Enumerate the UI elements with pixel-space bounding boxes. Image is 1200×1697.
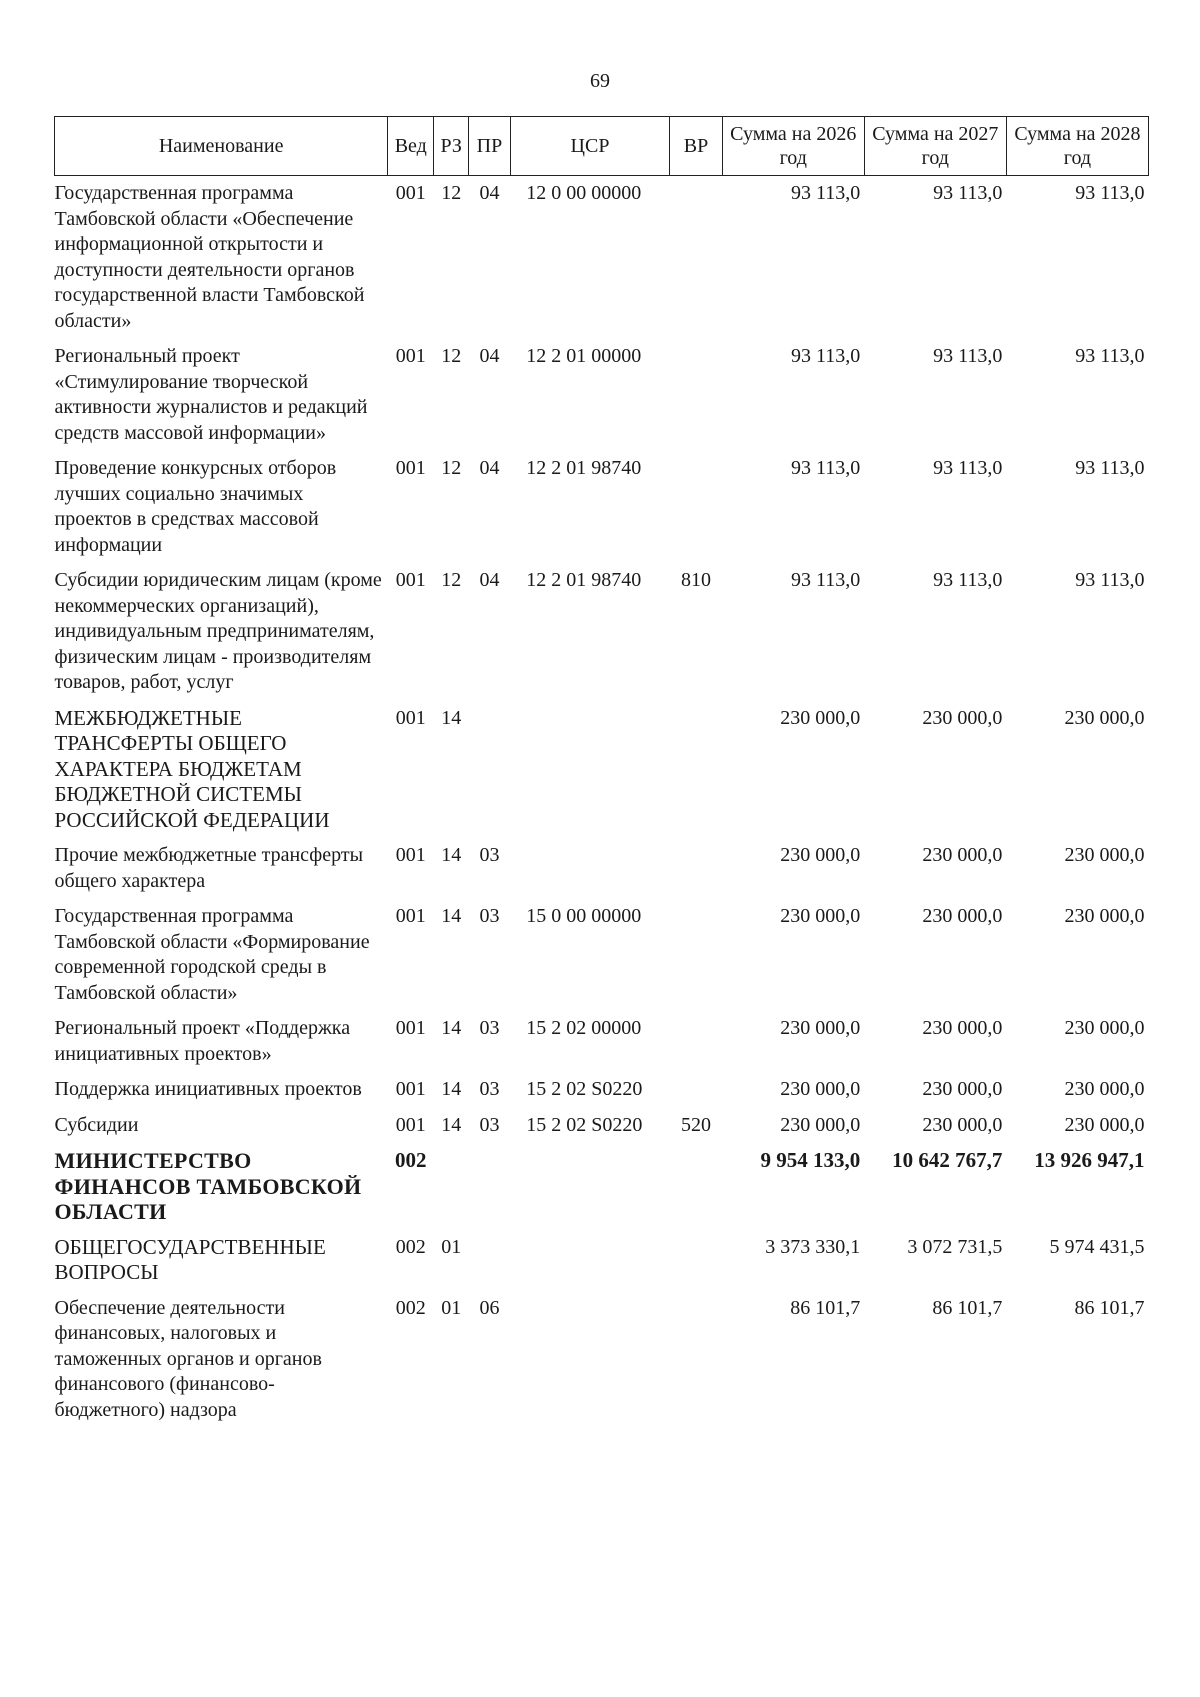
row-sum-2028: 5 974 431,5	[1049, 1235, 1145, 1258]
table-row	[55, 899, 1149, 1011]
row-sum-2028: 230 000,0	[1064, 706, 1145, 729]
row-sum-2027: 93 113,0	[933, 569, 1003, 591]
row-sum-2027: 230 000,0	[922, 1078, 1003, 1100]
row-csr	[510, 1230, 670, 1291]
row-vr	[670, 899, 722, 1011]
row-csr	[510, 1291, 670, 1429]
table-row	[55, 1230, 1149, 1291]
row-name: Региональный проект «Стимулирование творческой активности журналистов и редакций средств массовой информации»	[54, 345, 368, 444]
table-row	[55, 176, 1149, 340]
table-row	[55, 1108, 1149, 1144]
row-sum-2028: 230 000,0	[1064, 1078, 1145, 1100]
table-row	[55, 1143, 1149, 1230]
row-name: Прочие межбюджетные трансферты общего характера	[54, 844, 364, 892]
row-rz: 01	[441, 1235, 462, 1258]
budget-table-container	[54, 116, 1149, 1428]
row-sum-2028: 230 000,0	[1064, 1017, 1145, 1039]
row-name: Поддержка инициативных проектов	[54, 1078, 362, 1100]
row-pr: 03	[479, 1113, 500, 1136]
row-rz: 14	[441, 1113, 462, 1136]
row-ved: 002	[395, 1296, 426, 1319]
row-name: МИНИСТЕРСТВО ФИНАНСОВ ТАМБОВСКОЙ ОБЛАСТИ	[54, 1148, 362, 1224]
row-csr: 12 2 01 00000	[526, 345, 642, 367]
row-sum-2027: 230 000,0	[922, 1017, 1003, 1039]
row-ved: 002	[395, 1235, 426, 1258]
table-row	[55, 1072, 1149, 1108]
row-pr: 03	[479, 1017, 500, 1039]
row-sum-2027: 93 113,0	[933, 182, 1003, 204]
row-ved: 001	[395, 182, 426, 204]
row-ved: 001	[395, 905, 426, 927]
row-sum-2027: 230 000,0	[922, 706, 1003, 729]
table-header-row	[55, 117, 1149, 176]
row-sum-2026: 230 000,0	[780, 1078, 861, 1100]
row-ved: 001	[395, 345, 426, 367]
table-row	[55, 1011, 1149, 1072]
row-pr	[469, 1230, 511, 1291]
row-vr	[670, 1291, 722, 1429]
row-sum-2026: 93 113,0	[791, 182, 861, 204]
row-sum-2028: 93 113,0	[1075, 569, 1145, 591]
row-sum-2028: 230 000,0	[1064, 844, 1145, 866]
row-rz: 14	[441, 1078, 462, 1100]
row-ved: 001	[395, 1113, 426, 1136]
header-pr: ПР	[469, 117, 511, 176]
row-pr: 04	[479, 569, 500, 591]
row-sum-2027: 3 072 731,5	[907, 1235, 1003, 1258]
row-ved: 002	[395, 1148, 427, 1172]
row-sum-2026: 86 101,7	[790, 1296, 861, 1319]
row-rz: 12	[441, 457, 462, 479]
page-number: 69	[590, 70, 610, 92]
row-name: Государственная программа Тамбовской области «Формирование современной городской среды в Тамбовской области»	[54, 905, 370, 1004]
row-rz	[434, 1143, 469, 1230]
table-row	[55, 563, 1149, 701]
row-vr	[670, 1230, 722, 1291]
row-name: Региональный проект «Поддержка инициативных проектов»	[54, 1017, 351, 1065]
row-name: ОБЩЕГОСУДАРСТВЕННЫЕ ВОПРОСЫ	[54, 1234, 326, 1284]
budget-table	[54, 116, 1149, 1428]
row-rz: 14	[441, 706, 462, 729]
row-ved: 001	[395, 457, 426, 479]
row-pr	[469, 701, 511, 839]
row-sum-2027: 230 000,0	[922, 844, 1003, 866]
row-vr	[670, 1011, 722, 1072]
table-row	[55, 339, 1149, 451]
row-name: Обеспечение деятельности финансовых, налоговых и таможенных органов и органов финансового (финансово-бюджетного) надзора	[54, 1296, 322, 1421]
header-sum-2026: Сумма на 2026 год	[722, 117, 864, 176]
header-vr: ВР	[670, 117, 722, 176]
row-sum-2028: 93 113,0	[1075, 457, 1145, 479]
row-pr: 03	[479, 844, 500, 866]
row-sum-2026: 230 000,0	[780, 905, 861, 927]
header-name: Наименование	[55, 117, 388, 176]
row-vr	[670, 838, 722, 899]
row-pr: 04	[479, 457, 500, 479]
row-sum-2026: 93 113,0	[791, 457, 861, 479]
row-pr: 04	[479, 182, 500, 204]
row-rz: 14	[441, 844, 462, 866]
row-sum-2028: 13 926 947,1	[1034, 1148, 1145, 1172]
row-name: Субсидии юридическим лицам (кроме некоммерческих организаций), индивидуальным предпринимателям, физическим лицам - производителям товаров, работ, услуг	[54, 569, 382, 693]
row-ved: 001	[395, 706, 426, 729]
row-sum-2026: 230 000,0	[780, 706, 861, 729]
row-sum-2028: 230 000,0	[1064, 905, 1145, 927]
row-vr	[670, 176, 722, 340]
row-sum-2027: 93 113,0	[933, 345, 1003, 367]
row-sum-2028: 86 101,7	[1074, 1296, 1145, 1319]
row-csr	[510, 1143, 670, 1230]
row-pr	[469, 1143, 511, 1230]
header-sum-2027: Сумма на 2027 год	[864, 117, 1006, 176]
row-csr: 12 2 01 98740	[526, 457, 642, 479]
row-sum-2026: 230 000,0	[780, 844, 861, 866]
row-name: Государственная программа Тамбовской области «Обеспечение информационной открытости и доступности деятельности органов государственной власти Тамбовской области»	[54, 182, 365, 332]
header-rz: РЗ	[434, 117, 469, 176]
row-sum-2028: 93 113,0	[1075, 345, 1145, 367]
header-csr: ЦСР	[510, 117, 670, 176]
row-ved: 001	[395, 569, 426, 591]
row-rz: 14	[441, 905, 462, 927]
row-sum-2027: 10 642 767,7	[892, 1148, 1003, 1172]
table-row	[55, 701, 1149, 839]
row-vr	[670, 1143, 722, 1230]
row-csr	[510, 701, 670, 839]
row-csr: 12 2 01 98740	[526, 569, 642, 591]
table-row	[55, 451, 1149, 563]
row-pr: 06	[479, 1296, 500, 1319]
row-sum-2028: 230 000,0	[1064, 1113, 1145, 1136]
row-csr: 15 2 02 S0220	[526, 1078, 643, 1100]
row-sum-2026: 3 373 330,1	[765, 1235, 861, 1258]
row-vr: 810	[680, 569, 711, 591]
row-rz: 14	[441, 1017, 462, 1039]
row-rz: 12	[441, 569, 462, 591]
row-sum-2026: 230 000,0	[780, 1017, 861, 1039]
row-pr: 04	[479, 345, 500, 367]
table-row	[55, 1291, 1149, 1429]
row-rz: 01	[441, 1296, 462, 1319]
row-name: Проведение конкурсных отборов лучших социально значимых проектов в средствах массовой информации	[54, 457, 337, 556]
row-ved: 001	[395, 844, 426, 866]
row-csr: 15 2 02 S0220	[526, 1113, 643, 1136]
row-vr	[670, 451, 722, 563]
row-ved: 001	[395, 1078, 426, 1100]
row-csr: 15 2 02 00000	[526, 1017, 642, 1039]
row-ved: 001	[395, 1017, 426, 1039]
header-sum-2028: Сумма на 2028 год	[1006, 117, 1148, 176]
row-name: МЕЖБЮДЖЕТНЫЕ ТРАНСФЕРТЫ ОБЩЕГО ХАРАКТЕРА БЮДЖЕТАМ БЮДЖЕТНОЙ СИСТЕМЫ РОССИЙСКОЙ ФЕДЕРАЦИИ	[54, 705, 330, 832]
row-sum-2027: 86 101,7	[932, 1296, 1003, 1319]
row-sum-2027: 93 113,0	[933, 457, 1003, 479]
row-csr: 15 0 00 00000	[526, 905, 642, 927]
row-pr: 03	[479, 1078, 500, 1100]
row-sum-2026: 93 113,0	[791, 569, 861, 591]
row-csr: 12 0 00 00000	[526, 182, 642, 204]
row-sum-2026: 230 000,0	[780, 1113, 861, 1136]
row-sum-2026: 9 954 133,0	[760, 1148, 861, 1172]
row-vr	[670, 1072, 722, 1108]
row-sum-2027: 230 000,0	[922, 1113, 1003, 1136]
row-rz: 12	[441, 182, 462, 204]
header-ved: Вед	[388, 117, 434, 176]
row-sum-2026: 93 113,0	[791, 345, 861, 367]
row-vr	[670, 701, 722, 839]
row-rz: 12	[441, 345, 462, 367]
row-vr: 520	[680, 1113, 711, 1136]
row-pr: 03	[479, 905, 500, 927]
row-vr	[670, 339, 722, 451]
row-sum-2027: 230 000,0	[922, 905, 1003, 927]
row-sum-2028: 93 113,0	[1075, 182, 1145, 204]
row-csr	[510, 838, 670, 899]
table-row	[55, 838, 1149, 899]
row-name: Субсидии	[54, 1113, 139, 1136]
